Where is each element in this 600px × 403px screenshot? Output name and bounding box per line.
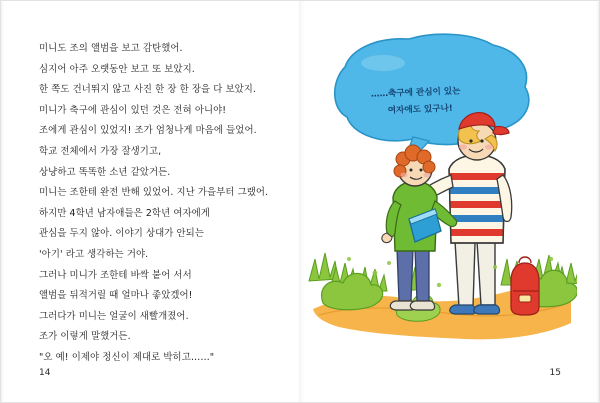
story-line: 한 쪽도 건너뛰지 않고 사진 한 장 한 장을 다 보았지.: [39, 84, 257, 96]
illustration-two-children: [305, 23, 577, 363]
story-line: 하지만 4학년 남자애들은 2학년 여자에게: [39, 207, 210, 219]
speech-bubble-text: [320, 82, 511, 123]
page-number-left: 14: [39, 368, 51, 378]
page-edge-left: [1, 1, 4, 403]
story-line: 상냥하고 똑똑한 소년 같았거든.: [39, 166, 171, 178]
story-line: 미니가 축구에 관심이 있던 것은 전혀 아니야!: [39, 104, 227, 116]
story-line: 조에게 관심이 있었지! 조가 엄청나게 마음에 들었어.: [39, 125, 257, 137]
child-with-green-sweater: [382, 145, 457, 310]
story-line: 앨범을 뒤적거릴 때 얼마나 좋았겠어!: [39, 290, 193, 302]
story-text-block: [39, 39, 279, 369]
story-line: '아기' 라고 생각하는 거야.: [39, 248, 149, 260]
speech-line-2: 여자애도 있구나!: [387, 103, 453, 116]
speech-line-1: ……축구에 관심이 있는: [370, 86, 461, 100]
story-line: 미니도 조의 앨범을 보고 감탄했어.: [39, 43, 183, 54]
story-line: 심지어 아주 오랫동안 보고 또 보았지.: [39, 63, 195, 75]
story-line: 그러나 미니가 조한테 바싹 붙어 서서: [39, 269, 192, 281]
page-edge-right: [596, 1, 599, 403]
story-line: 관심을 두지 않아. 이야기 상대가 안되는: [39, 228, 204, 240]
page-number-right: 15: [549, 368, 561, 378]
story-line: 미니는 조한테 완전 반해 있었어. 지난 가을부터 그랬어.: [39, 187, 269, 199]
story-line: 조가 이렇게 말했거든.: [39, 331, 131, 343]
story-line: 그러다가 미니는 얼굴이 새빨개졌어.: [39, 310, 189, 322]
story-line: 학교 전체에서 가장 잘생기고,: [39, 145, 162, 157]
story-line: "오 예! 이제야 정신이 제대로 박히고……": [39, 351, 215, 363]
